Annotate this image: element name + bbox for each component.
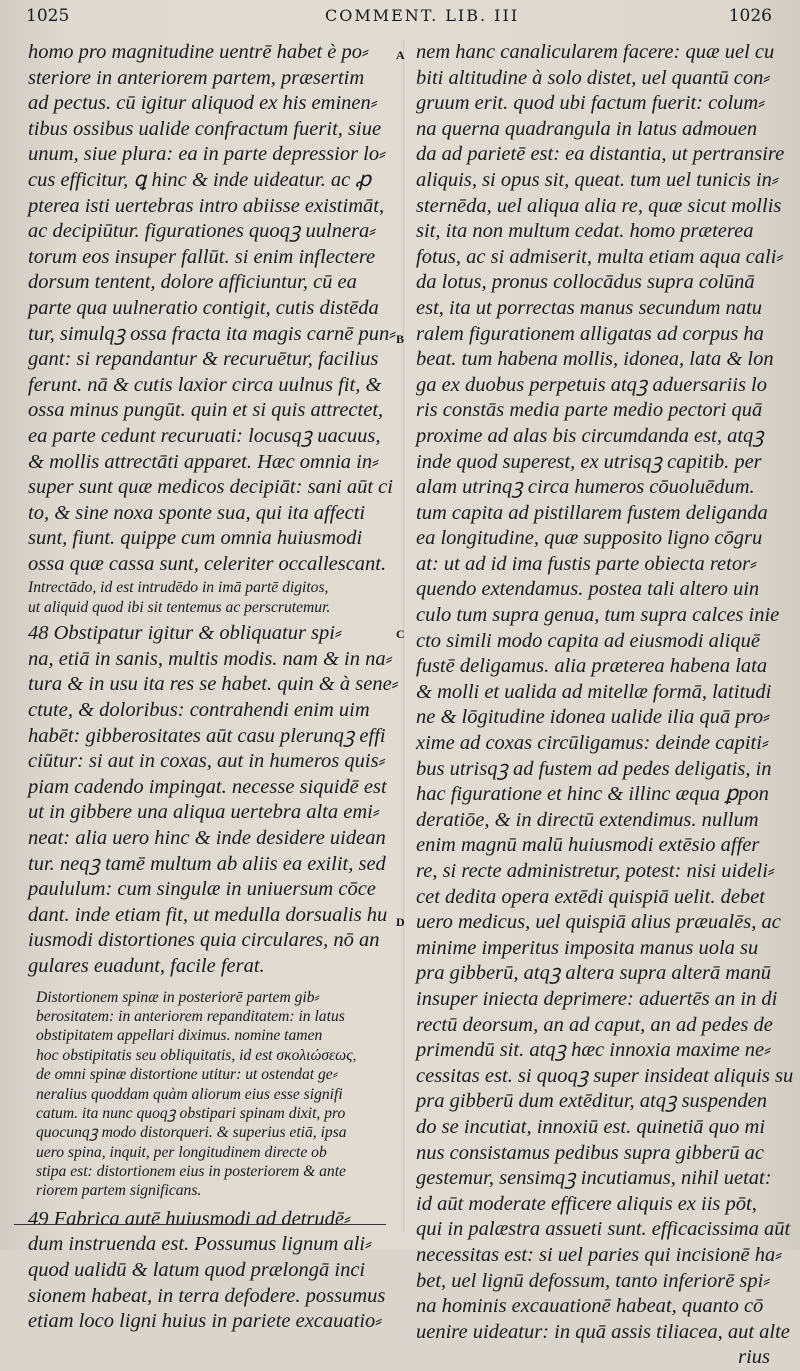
text-line: xime ad coxas circūligamus: deinde capiti⸗ [416, 732, 769, 755]
text-line: ferunt. nā & cutis laxior circa uulnus fit, & [28, 373, 382, 396]
text-line: tibus ossibus ualide confractum fuerit, siue [28, 117, 382, 140]
text-line: cessitas est. si quoqꝫ super insideat aliquis su [416, 1064, 794, 1087]
text-line: gestemur, sensimqꝫ incutiamus, nihil uetat: [416, 1167, 772, 1190]
text-line: Intrectādo, id est intrudēdo in imā partē digitos, [28, 579, 329, 597]
page-number-left: 1025 [26, 6, 70, 26]
text-line: neralius quoddam quàm aliorum eius esse signifi [36, 1085, 343, 1103]
text-line: primendū sit. atqꝫ hæc innoxia maxime ne⸗ [416, 1039, 771, 1062]
text-line: ralem figurationem alligatas ad corpus ha [416, 322, 764, 345]
text-line: sternēda, uel aliqua alia re, quæ sicut mollis [416, 194, 782, 217]
text-line: tum capita ad pistillarem fustem deliganda [416, 501, 768, 524]
text-line: ossa minus pungūt. quin et si quis attrectet, [28, 399, 384, 422]
right-column-text [416, 40, 794, 1345]
marginal-note [28, 578, 388, 617]
section-49-paragraph [28, 1207, 388, 1335]
text-line: quod ualidū & latum quod prælongā inci [28, 1259, 366, 1282]
text-line: etiam loco ligni huius in pariete excauatio⸗ [28, 1310, 383, 1333]
text-line: biti altitudine à solo distet, uel quantū con⸗ [416, 66, 771, 89]
text-line: piam cadendo impingat. necesse siquidē est [28, 775, 387, 798]
text-line: habēt: gibberositates aūt casu plerunqꝫ effi [28, 724, 386, 747]
text-line: gant: si repandantur & recuruētur, facilius [28, 348, 379, 371]
text-line: ea parte cedunt recuruati: locusqꝫ uacuus, [28, 424, 381, 447]
text-line: pra gibberū, atqꝫ altera supra alterā manū [416, 962, 771, 985]
text-line: catum. ita nunc quoqꝫ obstipari spinam dixit, pro [36, 1104, 346, 1122]
text-line: do se incutiat, innoxiū est. quinetiā quo mi [416, 1115, 766, 1138]
text-line: sionem habeat, in terra defodere. possumus [28, 1284, 386, 1307]
text-line: ris constās media parte medio pectori quā [416, 399, 763, 422]
text-line: to, & sine noxa sponte sua, qui ita affecti [28, 501, 366, 524]
text-line: ut aliquid quod ibi sit tentemus ac perscrutemur. [28, 598, 331, 616]
text-line: na hominis excauationē habeat, quanto cō [416, 1295, 764, 1318]
text-line: na, etiā in sanis, multis modis. nam & in na⸗ [28, 647, 393, 670]
commentary-paragraph [28, 40, 397, 577]
text-line: qui in palæstra assueti sunt. efficacissima aūt [416, 1218, 791, 1241]
text-line: hoc obstipitatis seu obliquitatis, id est σκολιώσεως, [36, 1046, 357, 1064]
text-line: fustē deligamus. alia præterea habena lata [416, 655, 768, 678]
text-line: ac decipiūtur. figurationes quoqꝫ uulnera⸗ [28, 220, 377, 243]
text-line: torum eos insuper fallūt. si enim inflectere [28, 245, 376, 268]
text-line: parte qua uulneratio contigit, cutis distēda [28, 296, 379, 319]
text-line: da lotus, pronus collocādus supra colūnā [416, 271, 755, 294]
text-line: neat: alia uero hinc & inde desidere uidean [28, 827, 386, 849]
text-line: sit, ita non multum cedat. homo præterea [416, 220, 754, 243]
text-line: est, ita ut porrectas manus secundum natu [416, 296, 763, 319]
text-line: ctute, & doloribus: contrahendi enim uim [28, 699, 370, 722]
page-number-right: 1026 [728, 6, 772, 26]
text-line: super sunt quæ medicos decipiāt: sani aūt ci [28, 476, 393, 499]
text-line: riorem partem significans. [36, 1182, 202, 1200]
text-line: gulares euadunt, facile ferat. [28, 954, 265, 977]
text-line: iusmodi distortiones quia circulares, nō an [28, 929, 380, 952]
text-line: ut in gibbere una aliqua uertebra alta emi⸗ [28, 801, 380, 824]
text-line: ne & lōgitudine idonea ualide ilia quā pro⸗ [416, 706, 770, 729]
left-column [28, 40, 399, 1335]
text-line: Distortionem spinæ in posteriorē partem gib⸗ [36, 988, 320, 1006]
text-line: insuper iniecta deprimere: aduertēs an in di [416, 987, 778, 1010]
text-line: stipa est: distortionem eius in posteriorem & ante [36, 1163, 346, 1181]
text-line: da ad parietē est: ea distantia, ut pertransire [416, 143, 785, 166]
text-line: rectū deorsum, an ad caput, an ad pedes de [416, 1013, 773, 1036]
text-line: deratiōe, & in directū extendimus. nullum [416, 808, 759, 831]
page-header [0, 4, 800, 34]
right-column [416, 40, 794, 1371]
text-line: pterea isti uertebras intro abiisse existimāt, [28, 194, 385, 217]
text-line: uero medicus, uel quispiā alius præualēs, ac [416, 911, 781, 934]
text-line: 49 Fabrica autē huiusmodi ad detrudē⸗ [28, 1207, 351, 1230]
text-line: dorsum tentent, dolore afficiuntur, cū ea [28, 271, 357, 294]
text-line: quocunqꝫ modo distorqueri. & superius etiā, ipsa [36, 1124, 347, 1142]
text-line: bus utrisqꝫ ad fustem ad pedes deligatis, in [416, 757, 772, 780]
text-line: pra gibberū dum extēditur, atqꝫ suspenden [416, 1090, 767, 1113]
margin-marker-a: A [396, 48, 405, 62]
text-line: cet dedita opera extēdi quispiā uelit. debet [416, 885, 765, 908]
text-line: cto simili modo capita ad eiusmodi aliquē [416, 629, 760, 652]
text-line: quendo extendamus. postea tali altero uin [416, 578, 760, 601]
section-48-paragraph [28, 621, 399, 979]
text-line: 48 Obstipatur igitur & obliquatur spi⸗ [28, 622, 342, 645]
text-line: alam utrinqꝫ circa humeros cōuoluēdum. [416, 476, 755, 499]
text-line: id aūt moderate efficere aliquis ex iis pōt, [416, 1192, 757, 1215]
text-line: & mollis attrectāti apparet. Hæc omnia in⸗ [28, 450, 379, 473]
text-line: obstipitatem appellari diximus. nomine tamen [36, 1027, 323, 1045]
text-line: proxime ad alas bis circumdanda est, atqꝫ [416, 424, 764, 447]
text-line: nem hanc canalicularem facere: quæ uel cu [416, 41, 775, 63]
margin-marker-d: D [396, 915, 405, 929]
text-line: bet, uel lignū defossum, tanto inferiorē spi⸗ [416, 1269, 771, 1292]
text-line: ciūtur: si aut in coxas, aut in humeros quis⸗ [28, 750, 386, 773]
text-line: hac figuratione et hinc & illinc æqua ꝑpon [416, 783, 769, 806]
text-line: culo tum supra genua, tum supra calces inie [416, 604, 780, 627]
text-line: enim magnū malū huiusmodi extēsio affer [416, 834, 760, 857]
text-line: at: ut ad id ima fustis parte obiecta retor⸗ [416, 552, 757, 575]
text-line: unum, siue plura: ea in parte depressior lo⸗ [28, 143, 386, 166]
text-line: na querna quadrangula in latus admouen [416, 117, 758, 140]
text-line: nus consistamus pedibus supra gibberū ac [416, 1141, 764, 1164]
margin-marker-c: C [396, 627, 405, 641]
text-line: dum instruenda est. Possumus lignum ali⸗ [28, 1233, 372, 1256]
margin-marker-b: B [396, 332, 405, 346]
text-line: uero spina, inquit, per longitudinem directe ob [36, 1143, 327, 1161]
text-line: homo pro magnitudine uentrē habet è po⸗ [28, 41, 369, 63]
text-line: ad pectus. cū igitur aliquod ex his eminen⸗ [28, 92, 378, 115]
text-line: inde quod superest, ex utrisqꝫ capitib. per [416, 450, 762, 473]
commentary-note [28, 988, 388, 1201]
text-line: necessitas est: si uel paries qui incisionē ha⸗ [416, 1243, 783, 1266]
text-line: aliquis, si opus sit, queat. tum uel tunicis in⸗ [416, 168, 779, 191]
text-line: paululum: cum singulæ in uniuersum cōce [28, 878, 376, 901]
text-line: steriore in anteriorem partem, præsertim [28, 66, 365, 89]
text-line: ga ex duobus perpetuis atqꝫ aduersariis lo [416, 373, 767, 396]
text-line: & molli et ualida ad mitellæ formā, latitudi [416, 680, 772, 703]
bottom-rule [14, 1224, 386, 1225]
text-line: gruum erit. quod ubi factum fuerit: colum⸗ [416, 92, 766, 115]
text-line: cus efficitur, ꝗ hinc & inde uideatur. ac ꝓ [28, 168, 372, 191]
text-line: minime imperitus imposita manus uola su [416, 936, 759, 959]
text-line: tura & in usu ita res se habet. quin & à sene⸗ [28, 673, 399, 696]
text-line: tur. neqꝫ tamē multum ab aliis ea exilit, sed [28, 852, 386, 875]
running-head: COMMENT. LIB. III [325, 6, 520, 25]
text-line: sunt, fiunt. quippe cum omnia huiusmodi [28, 527, 363, 550]
text-line: ea longitudine, quæ supposito ligno cōgru [416, 527, 763, 550]
text-line: berositatem: in anteriorem repanditatem: in latus [36, 1007, 345, 1025]
text-line: de omni spinæ distortione utitur: ut ostendat ge⸗ [36, 1066, 338, 1084]
text-line: tur, simulqꝫ ossa fracta ita magis carnē pun⸗ [28, 322, 397, 345]
text-line: beat. tum habena mollis, idonea, lata & lon [416, 348, 774, 371]
text-line: fotus, ac si admiserit, multa etiam aqua cali⸗ [416, 245, 784, 268]
text-line: re, si recte administretur, potest: nisi uideli⸗ [416, 860, 775, 882]
text-line: dant. inde etiam fit, ut medulla dorsualis hu [28, 903, 388, 926]
text-line: uenire uideatur: in quā assis tiliacea, aut alte [416, 1320, 790, 1343]
text-line: ossa quæ cassa sunt, celeriter occallescant. [28, 552, 387, 575]
catchword: rius [738, 1346, 770, 1369]
